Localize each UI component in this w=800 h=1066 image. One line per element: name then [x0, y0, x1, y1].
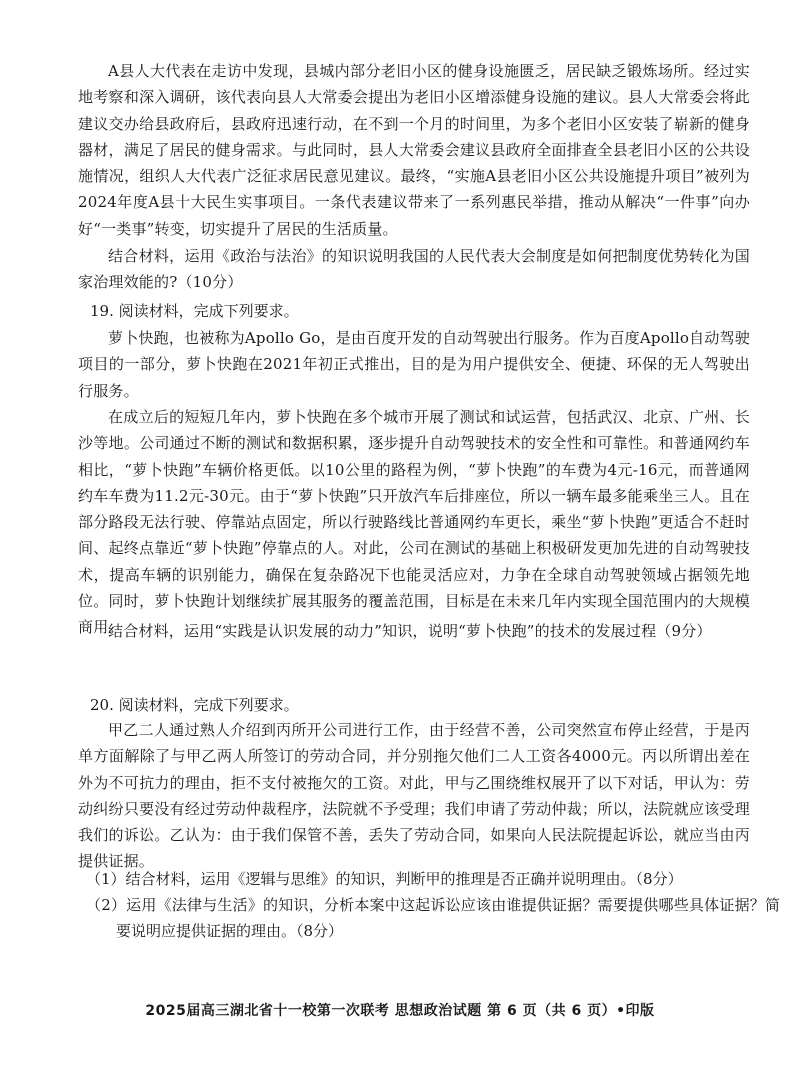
- q18-material: A县人大代表在走访中发现，县城内部分老旧小区的健身设施匮乏，居民缺乏锻炼场所。经过实地考察和深入调研，该代表向县人大常委会提出为老旧小区增添健身设施的建议。县人大常委会将此建议交办给县政府后，县政府迅速行动，在不到一个月的时间里，为多个老旧小区安装了崭新的健身器材，满足了居民的健身需求。与此同时，县人大常委会建议县政府全面排查全县老旧小区的公共设施情况，组织人大代表广泛征求居民意见建议。最终，“实施A县老旧小区公共设施提升项目”被列为2024年度A县十大民生实事项目。一条代表建议带来了一系列惠民举措，推动从解决“一件事”向办好“一类事”转变，切实提升了居民的生活质量。: [78, 62, 750, 238]
- q20-heading: 20. 阅读材料，完成下列要求。: [90, 696, 299, 714]
- q19-paragraph-1: 萝卜快跑，也被称为Apollo Go，是由百度开发的自动驾驶出行服务。作为百度Apollo自动驾驶项目的一部分，萝卜快跑在2021年初正式推出，目的是为用户提供安全、便捷、环保的无人驾驶出行服务。: [78, 329, 750, 400]
- q19-heading: 19. 阅读材料，完成下列要求。: [90, 302, 299, 320]
- q19-paragraph-2: 在成立后的短短几年内，萝卜快跑在多个城市开展了测试和试运营，包括武汉、北京、广州、长沙等地。公司通过不断的测试和数据积累，逐步提升自动驾驶技术的安全性和可靠性。和普通网约车相比，“萝卜快跑”车辆价格更低。以10公里的路程为例，“萝卜快跑”的车费为4元-16元，而普通网约车车费为11.2元-30元。由于“萝卜快跑”只开放汽车后排座位，所以一辆车最多能乘坐三人。且在部分路段无法行驶、停靠站点固定，所以行驶路线比普通网约车更长，乘坐“萝卜快跑”更适合不赶时间、起终点靠近“萝卜快跑”停靠点的人。对此，公司在测试的基础上积极研发更加先进的自动驾驶技术，提高车辆的识别能力，确保在复杂路况下也能灵活应对，力争在全球自动驾驶领域占据领先地位。同时，萝卜快跑计划继续扩展其服务的覆盖范围，目标是在未来几年内实现全国范围内的大规模商用。: [78, 408, 750, 637]
- q20-sub-question-2: （2）运用《法律与生活》的知识，分析本案中这起诉讼应该由谁提供证据？需要提供哪些具体证据？简要说明应提供证据的理由。（8分）: [86, 896, 780, 941]
- q18-question: 结合材料，运用《政治与法治》的知识说明我国的人民代表大会制度是如何把制度优势转化为国家治理效能的?（10分）: [78, 247, 750, 292]
- q20-material: 甲乙二人通过熟人介绍到丙所开公司进行工作，由于经营不善，公司突然宣布停止经营，于是丙单方面解除了与甲乙两人所签订的劳动合同，并分别拖欠他们二人工资各4000元。丙以所谓出差在外为不可抗力的理由，拒不支付被拖欠的工资。对此，甲与乙围绕维权展开了以下对话，甲认为：劳动纠纷只要没有经过劳动仲裁程序，法院就不予受理；我们申请了劳动仲裁；所以，法院就应该受理我们的诉讼。乙认为：由于我们保管不善，丢失了劳动合同，如果向人民法院提起诉讼，就应当由丙提供证据。: [78, 721, 750, 871]
- q20-sub-question-1: （1）结合材料，运用《逻辑与思维》的知识，判断甲的推理是否正确并说明理由。（8分）: [86, 870, 683, 888]
- page-footer: 2025届高三湖北省十一校第一次联考 思想政治试题 第 6 页（共 6 页）•印版: [145, 1003, 655, 1019]
- q19-question: 结合材料，运用“实践是认识发展的动力”知识，说明“萝卜快跑”的技术的发展过程（9分）: [108, 622, 712, 640]
